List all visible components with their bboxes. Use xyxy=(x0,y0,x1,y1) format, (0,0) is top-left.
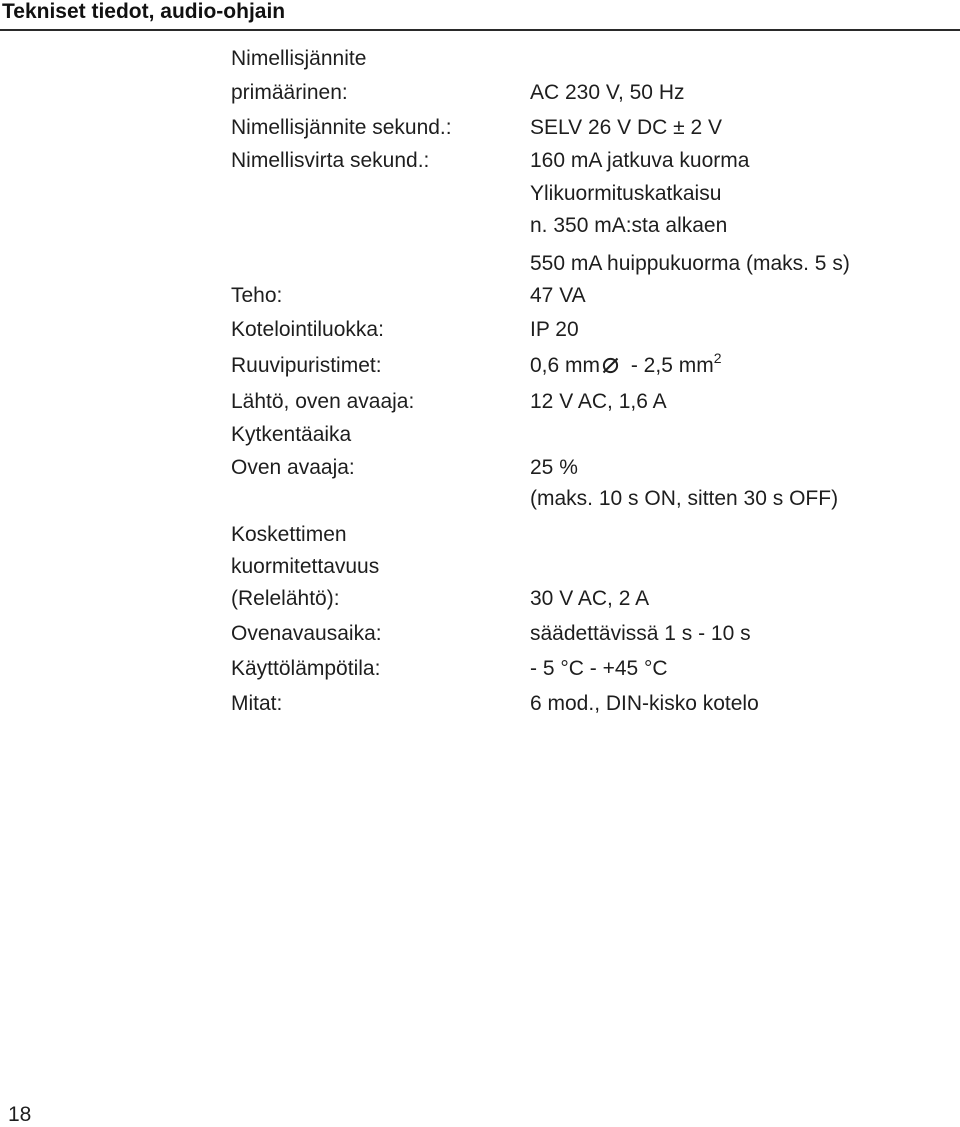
spec-label-contact-load-line1: Koskettimen xyxy=(231,523,347,546)
spec-label-screw-terminals: Ruuvipuristimet: xyxy=(231,354,382,377)
spec-value-secondary-current-line1: 160 mA jatkuva kuorma xyxy=(530,149,750,172)
page-number: 18 xyxy=(8,1103,32,1126)
spec-value-enclosure-class: IP 20 xyxy=(530,318,579,341)
spec-value-primary-voltage: AC 230 V, 50 Hz xyxy=(530,81,685,104)
spec-label-secondary-current: Nimellisvirta sekund.: xyxy=(231,149,430,172)
spec-label-duty-cycle-line2: Oven avaaja: xyxy=(231,456,355,479)
spec-value-screw-terminals-exponent: 2 xyxy=(713,350,722,366)
spec-label-duty-cycle-line1: Kytkentäaika xyxy=(231,423,352,446)
spec-value-dimensions: 6 mod., DIN-kisko kotelo xyxy=(530,692,759,715)
spec-label-contact-load-line2: kuormitettavuus xyxy=(231,555,380,578)
spec-value-screw-terminals-start: 0,6 mm xyxy=(530,354,601,377)
spec-value-screw-terminals xyxy=(530,350,722,379)
spec-label-operating-temperature: Käyttölämpötila: xyxy=(231,657,381,680)
spec-value-operating-temperature: - 5 °C - +45 °C xyxy=(530,657,668,680)
spec-label-primary-voltage-line1: Nimellisjännite xyxy=(231,47,367,70)
spec-value-secondary-voltage: SELV 26 V DC ± 2 V xyxy=(530,116,723,139)
spec-value-screw-terminals-end: - 2,5 mm xyxy=(625,354,714,377)
spec-label-secondary-voltage: Nimellisjännite sekund.: xyxy=(231,116,452,139)
spec-value-secondary-current-line2: Ylikuormituskatkaisu xyxy=(530,182,722,205)
spec-label-power: Teho: xyxy=(231,284,283,307)
spec-label-output-door-opener: Lähtö, oven avaaja: xyxy=(231,390,415,413)
spec-value-duty-cycle-line1: 25 % xyxy=(530,456,578,479)
spec-value-contact-load: 30 V AC, 2 A xyxy=(530,587,650,610)
spec-value-door-opening-time: säädettävissä 1 s - 10 s xyxy=(530,622,751,645)
spec-label-dimensions: Mitat: xyxy=(231,692,283,715)
spec-label-contact-load-line3: (Relelähtö): xyxy=(231,587,340,610)
page-title: Tekniset tiedot, audio-ohjain xyxy=(2,0,286,23)
diameter-icon xyxy=(602,357,619,374)
spec-label-primary-voltage-line2: primäärinen: xyxy=(231,81,348,104)
spec-value-power: 47 VA xyxy=(530,284,586,307)
spec-value-secondary-current-line4: 550 mA huippukuorma (maks. 5 s) xyxy=(530,252,850,275)
spec-value-output-door-opener: 12 V AC, 1,6 A xyxy=(530,390,667,413)
spec-label-enclosure-class: Kotelointiluokka: xyxy=(231,318,384,341)
spec-label-door-opening-time: Ovenavausaika: xyxy=(231,622,382,645)
spec-value-secondary-current-line3: n. 350 mA:sta alkaen xyxy=(530,214,728,237)
spec-value-duty-cycle-line2: (maks. 10 s ON, sitten 30 s OFF) xyxy=(530,487,839,510)
